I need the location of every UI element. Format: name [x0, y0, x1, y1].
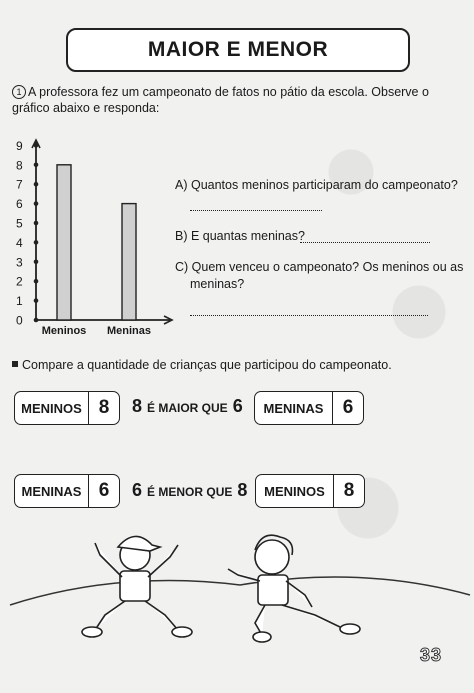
question-number: 1 [12, 85, 26, 99]
y-tick-label: 4 [16, 235, 23, 250]
y-tick-mark [34, 201, 39, 206]
comparison-number-1: 6 [132, 480, 143, 500]
y-tick-mark [34, 279, 39, 284]
y-tick-label: 9 [16, 138, 23, 153]
question-a: A) Quantos meninos participaram do campeonato? [175, 178, 458, 192]
girl-figure [228, 535, 360, 642]
box-label: MENINAS [21, 483, 82, 499]
answer-line-a[interactable] [190, 210, 322, 211]
children-illustration [0, 515, 474, 645]
bar-meninas [122, 204, 136, 320]
bullet-icon [12, 361, 18, 367]
question-b: B) E quantas meninas? [175, 229, 305, 243]
comparison-statement-row1 [132, 396, 243, 417]
comparison-text: É MAIOR QUE [147, 401, 228, 415]
y-tick-mark [34, 318, 39, 323]
page-number: 33 [420, 645, 443, 665]
y-tick-label: 1 [16, 294, 23, 309]
question-1 [12, 84, 452, 116]
box-value: 6 [88, 475, 119, 507]
x-tick-label: Meninos [41, 325, 87, 337]
title-banner [66, 28, 410, 72]
compare-box-left-row2 [14, 474, 120, 508]
compare-box-right-row1 [254, 391, 364, 425]
y-tick-mark [34, 260, 39, 265]
y-tick-label: 5 [16, 216, 23, 231]
bar-chart [0, 130, 175, 345]
box-value: 6 [332, 392, 363, 424]
comparison-text: É MENOR QUE [147, 485, 233, 499]
boy-figure [82, 536, 192, 637]
y-tick-mark [34, 240, 39, 245]
bar-meninos [57, 165, 71, 320]
answer-line-b[interactable] [300, 242, 430, 243]
answer-line-c[interactable] [190, 315, 428, 316]
y-tick-mark [34, 298, 39, 303]
y-tick-label: 0 [16, 313, 23, 328]
question-c-line1: C) Quem venceu o campeonato? Os meninos ou as [175, 260, 464, 274]
y-tick-label: 8 [16, 158, 23, 173]
box-label: MENINAS [263, 400, 324, 416]
y-tick-mark [34, 221, 39, 226]
y-tick-mark [34, 182, 39, 187]
y-tick-label: 3 [16, 255, 23, 270]
box-label: MENINOS [264, 483, 325, 499]
question-1-text: A professora fez um campeonato de fatos no pátio da escola. Observe o gráfico abaixo e responda: [12, 85, 429, 115]
comparison-number-2: 8 [237, 480, 248, 500]
compare-box-left-row1 [14, 391, 120, 425]
box-label: MENINOS [21, 400, 82, 416]
y-tick-mark [34, 143, 39, 148]
compare-instruction [12, 358, 392, 372]
box-value: 8 [333, 475, 364, 507]
comparison-number-2: 6 [232, 396, 243, 416]
x-tick-label: Meninas [106, 325, 152, 337]
compare-instruction-text: Compare a quantidade de crianças que participou do campeonato. [22, 358, 392, 372]
comparison-statement-row2 [132, 480, 247, 501]
y-tick-mark [34, 163, 39, 168]
page-title: MAIOR E MENOR [147, 38, 329, 61]
question-c-line2: meninas? [190, 277, 245, 291]
y-tick-label: 2 [16, 274, 23, 289]
box-value: 8 [88, 392, 119, 424]
y-tick-label: 7 [16, 177, 23, 192]
comparison-number-1: 8 [132, 396, 143, 416]
compare-box-right-row2 [255, 474, 365, 508]
y-tick-label: 6 [16, 197, 23, 212]
